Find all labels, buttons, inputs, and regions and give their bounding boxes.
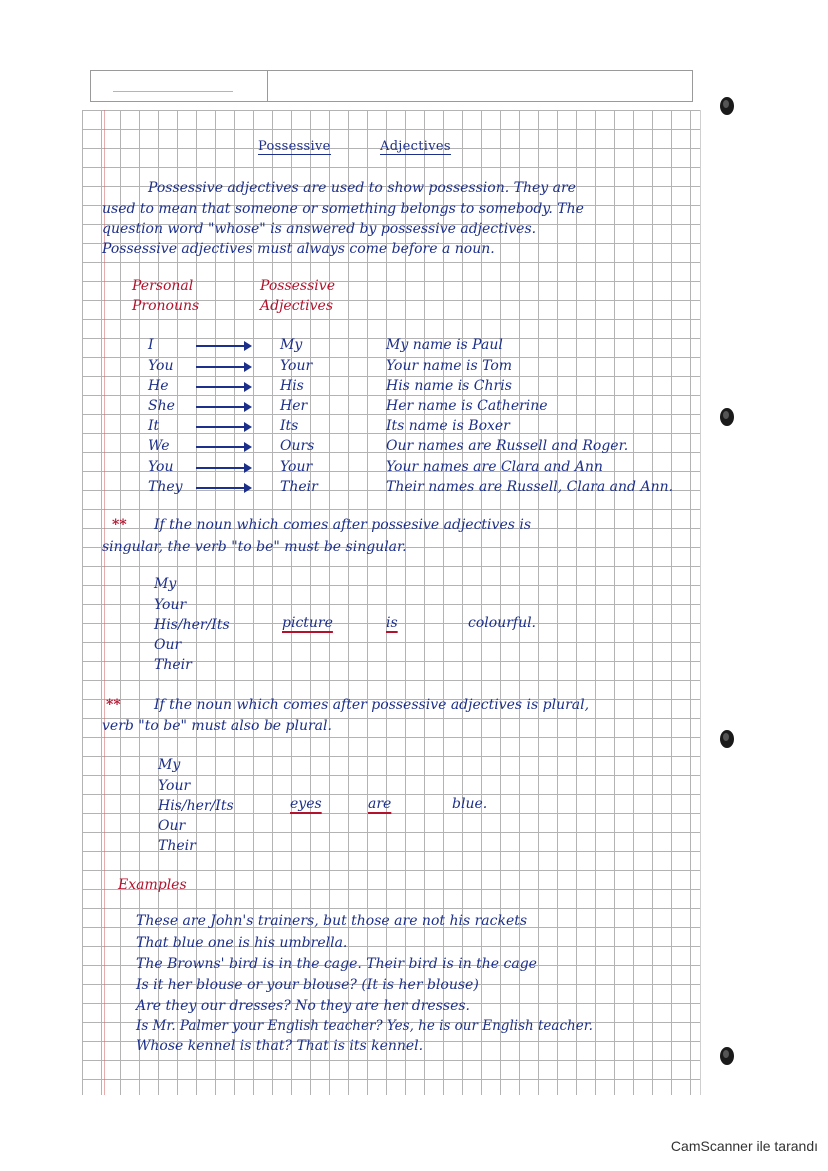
adjective-list-item: Our — [154, 637, 182, 653]
adjective: His — [280, 378, 304, 394]
intro-line: Possessive adjectives are used to show possession. They are — [148, 180, 576, 196]
intro-line: question word "whose" is answered by possessive adjectives. — [102, 221, 537, 237]
adjective-list-item: Your — [154, 597, 187, 613]
pronoun: He — [148, 378, 169, 394]
page-title-right: Adjectives — [380, 139, 451, 154]
arrow-icon — [196, 446, 250, 448]
adjective: Their — [280, 479, 318, 495]
arrow-icon — [196, 366, 250, 368]
adjective-list-item: My — [154, 576, 177, 592]
page-title-left: Possessive — [258, 139, 331, 154]
adjective: Her — [280, 398, 308, 414]
arrow-icon — [196, 386, 250, 388]
rule-text: singular, the verb "to be" must be singular. — [102, 539, 407, 555]
arrow-icon — [196, 487, 250, 489]
rule-marker: ** — [106, 697, 121, 713]
adjective: Ours — [280, 438, 315, 454]
example-verb: is — [386, 615, 398, 631]
rule-text: If the noun which comes after possesive adjectives is — [154, 517, 532, 533]
example-line: Are they our dresses? No they are her dresses. — [136, 998, 471, 1014]
pronoun: I — [148, 337, 154, 353]
example-sentence: My name is Paul — [386, 337, 503, 353]
rule-marker: ** — [112, 517, 127, 533]
arrow-icon — [196, 467, 250, 469]
example-sentence: Their names are Russell, Clara and Ann. — [386, 479, 674, 495]
scanner-watermark: CamScanner ile tarandı — [670, 1138, 818, 1154]
header-divider — [267, 71, 268, 101]
example-sentence: Your name is Tom — [386, 358, 513, 374]
example-noun: picture — [282, 615, 333, 631]
example-sentence: Its name is Boxer — [386, 418, 510, 434]
example-line: Is it her blouse or your blouse? (It is her blouse) — [136, 977, 479, 993]
rule-text: If the noun which comes after possessive adjectives is plural, — [154, 697, 590, 713]
binder-hole-icon — [720, 97, 734, 115]
example-line: The Browns' bird is in the cage. Their bird is in the cage — [136, 956, 537, 972]
adjective-list-item: My — [158, 757, 181, 773]
example-line: These are John's trainers, but those are not his rackets — [136, 913, 528, 929]
adjective: Its — [280, 418, 299, 434]
header-box — [90, 70, 693, 102]
example-complement: blue. — [452, 796, 488, 812]
example-sentence: Our names are Russell and Roger. — [386, 438, 629, 454]
adjective-list-item: His/her/Its — [158, 798, 234, 814]
adjective: Your — [280, 459, 313, 475]
examples-heading: Examples — [118, 877, 187, 893]
arrow-icon — [196, 406, 250, 408]
example-sentence: His name is Chris — [386, 378, 512, 394]
header-adjectives: Adjectives — [260, 298, 334, 314]
example-noun: eyes — [290, 796, 322, 812]
header-pronouns: Pronouns — [132, 298, 200, 314]
pronoun: It — [148, 418, 160, 434]
example-verb: are — [368, 796, 392, 812]
header-possessive: Possessive — [260, 278, 335, 294]
header-personal: Personal — [132, 278, 194, 294]
pronoun: You — [148, 358, 174, 374]
rule-text: verb "to be" must also be plural. — [102, 718, 332, 734]
adjective-list-item: Our — [158, 818, 186, 834]
example-complement: colourful. — [468, 615, 537, 631]
adjective-list-item: Their — [158, 838, 196, 854]
example-sentence: Your names are Clara and Ann — [386, 459, 603, 475]
pronoun: She — [148, 398, 175, 414]
arrow-icon — [196, 345, 250, 347]
adjective: My — [280, 337, 303, 353]
arrow-icon — [196, 426, 250, 428]
adjective-list-item: His/her/Its — [154, 617, 230, 633]
example-sentence: Her name is Catherine — [386, 398, 548, 414]
binder-hole-icon — [720, 730, 734, 748]
binder-hole-icon — [720, 1047, 734, 1065]
pronoun: They — [148, 479, 183, 495]
intro-line: used to mean that someone or something belongs to somebody. The — [102, 201, 584, 217]
adjective: Your — [280, 358, 313, 374]
adjective-list-item: Your — [158, 778, 191, 794]
intro-line: Possessive adjectives must always come before a noun. — [102, 241, 495, 257]
example-line: Whose kennel is that? That is its kennel. — [136, 1038, 424, 1054]
binder-hole-icon — [720, 408, 734, 426]
example-line: Is Mr. Palmer your English teacher? Yes, he is our English teacher. — [136, 1018, 593, 1034]
example-line: That blue one is his umbrella. — [136, 935, 348, 951]
header-line — [113, 91, 233, 92]
pronoun: We — [148, 438, 170, 454]
pronoun: You — [148, 459, 174, 475]
adjective-list-item: Their — [154, 657, 192, 673]
